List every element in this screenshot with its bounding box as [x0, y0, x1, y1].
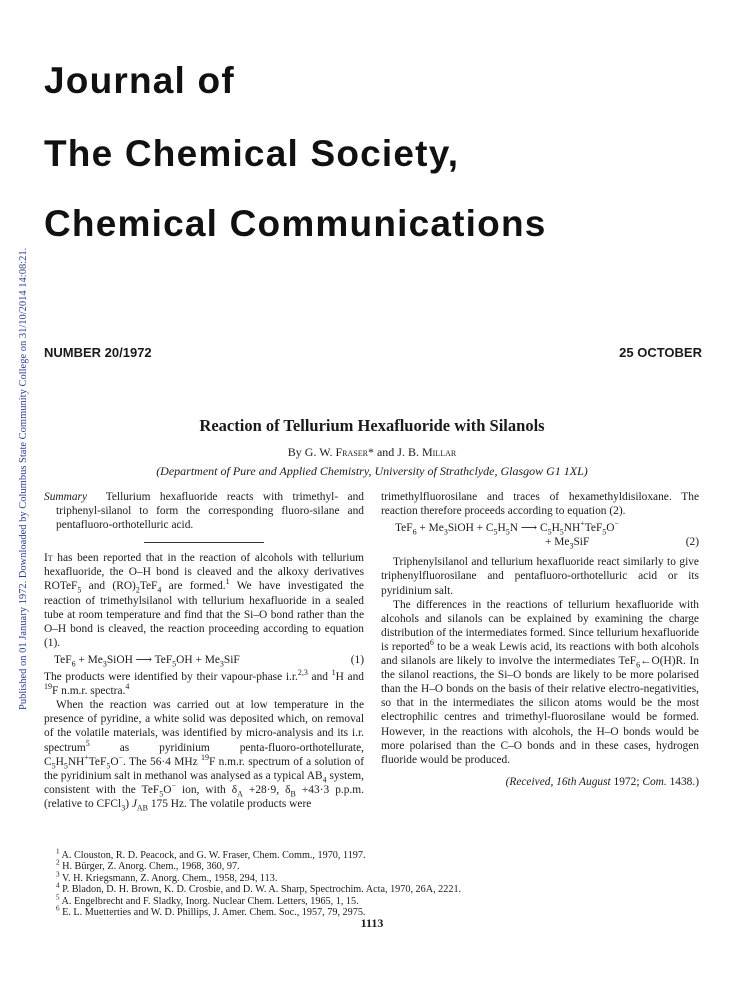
affiliation: (Department of Pure and Applied Chemistry, University of Strathclyde, Glasgow G1 1XL)	[156, 464, 588, 478]
article-title: Reaction of Tellurium Hexafluoride with Silanols	[199, 416, 545, 435]
footnote: $^6$ E. L. Muetterties and W. D. Phillips, J. Amer. Chem. Soc., 1957, 79, 2975.	[56, 904, 366, 919]
equation-1: $TeF_6 + Me_3SiOH$ ⟶ $TeF_5OH + Me_3SiF$ (1)	[54, 653, 364, 669]
paragraph: Triphenylsilanol and tellurium hexafluoride react similarly to give triphenylfluorosilane and pentafluoro-orthotelluric acid or its pyridinium salt.	[381, 556, 699, 597]
masthead	[44, 345, 702, 360]
divider	[144, 542, 264, 543]
download-notice: Published on 01 January 1972. Downloaded by Columbus State Community College on 31/10/2014 14:08:21.	[18, 247, 29, 710]
journal-title-line-3: Chemical Communications	[44, 203, 547, 244]
footnote: $^2$ H. Bürger, Z. Anorg. Chem., 1968, 360, 97.	[56, 859, 240, 873]
summary: Summary Tellurium hexafluoride reacts with trimethyl- and triphenyl-silanol to form the corresponding fluoro-silane and pentafluoro-orthotelluric acid.	[44, 491, 364, 532]
journal-title-line-1: Journal of	[44, 60, 235, 101]
paragraph: When the reaction was carried out at low temperature in the presence of pyridine, a white solid was deposited which, on removal of the volatile materials, was identified by micro-analysis and its i.r. spectrum$^5$ as pyridinium penta-fluoro-orthotellurate, $C_5H_5NH^+TeF_5O^-$. The 56·4 MHz $^{19}$F n.m.r. spectrum of a solution of the pyridinium salt in methanol was analysed as a typical $AB_4$ system, consistent with the TeF$_5$O− ion, with $\delta_A +28\cdot 9$, $\delta_B +43\cdot 3$ p.p.m. (relative to CFCl$_3$) $J_{AB}$ 175 Hz. The volatile products were	[44, 699, 364, 813]
author-line: By G. W. Fraser* and J. B. Millar	[287, 445, 457, 459]
issue-number: NUMBER 20/1972	[44, 345, 152, 360]
footnote: $^4$ P. Bladon, D. H. Brown, K. D. Crosbie, and D. W. A. Sharp, Spectrochim. Acta, 1970, 26A, 2221.	[56, 881, 462, 896]
body-column-left	[44, 490, 364, 811]
page-number: 1113	[360, 916, 384, 930]
footnote: $^1$ A. Clouston, R. D. Peacock, and G. W. Fraser, Chem. Comm., 1970, 1197.	[56, 847, 366, 861]
paragraph: The products were identified by their vapour-phase i.r.$^{2,3}$ and $^1$H and $^{19}$F n.m.r. spectra.$^4$	[44, 668, 364, 698]
body-column-right	[381, 490, 699, 789]
paragraph: trimethylfluorosilane and traces of hexamethyldisiloxane. The reaction therefore proceeds according to equation (2).	[381, 491, 699, 518]
journal-title-line-2: The Chemical Society,	[44, 133, 460, 174]
author-1: Fraser	[335, 445, 368, 459]
received-note: (Received, 16th August 1972; Com. 1438.)	[505, 775, 699, 788]
author-2: Millar	[421, 445, 457, 459]
paragraph: The differences in the reactions of tellurium hexafluoride with alcohols and silanols can be explained by examining the charge distribution of the intermediates formed. Since tellurium hexafluoride is reported$^6$ to be a weak Lewis acid, its reactions with both alcohols and silanols are likely to involve the intermediates TeF$_6$←O(H)R. In the silanol reactions, the Si–O bonds are likely to be more polarised than the H–O bonds on the basis of their relative electro-negativities, so that in the intermediates the silicon atoms would be the most electrophilic centres and trimethyl-fluorosilane would be formed. However, in the reactions with alcohols, the H–O bonds would be more polarised than the C–O bonds and in these cases, hydrogen fluoride would be produced.	[381, 598, 700, 766]
footnote: $^5$ A. Engelbrecht and F. Sladky, Inorg. Nuclear Chem. Letters, 1965, 1, 15.	[56, 893, 359, 907]
footnotes	[56, 847, 676, 919]
footnote: $^3$ V. H. Kriegsmann, Z. Anorg. Chem., 1958, 294, 113.	[56, 870, 278, 884]
paragraph: It has been reported that in the reaction of alcohols with tellurium hexafluoride, the O–H bond is cleaved and the alkoxy derivatives ROTeF$_5$ and $(RO)_2TeF_4$ are formed.$^1$ We have investigated the reaction of trimethylsilanol with tellurium hexafluoride in a sealed tube at room temperature and find that the Si–O bond rather than the O–H bond is cleaved, the reaction proceeding according to equation (1).	[44, 552, 364, 649]
issue-date: 25 OCTOBER	[619, 345, 702, 360]
equation-2: $TeF_6 + Me_3SiOH + C_5H_5N$ ⟶ $C_5H_5NH^+TeF_5O^-$ + $Me_3SiF$ (2)	[395, 519, 699, 551]
